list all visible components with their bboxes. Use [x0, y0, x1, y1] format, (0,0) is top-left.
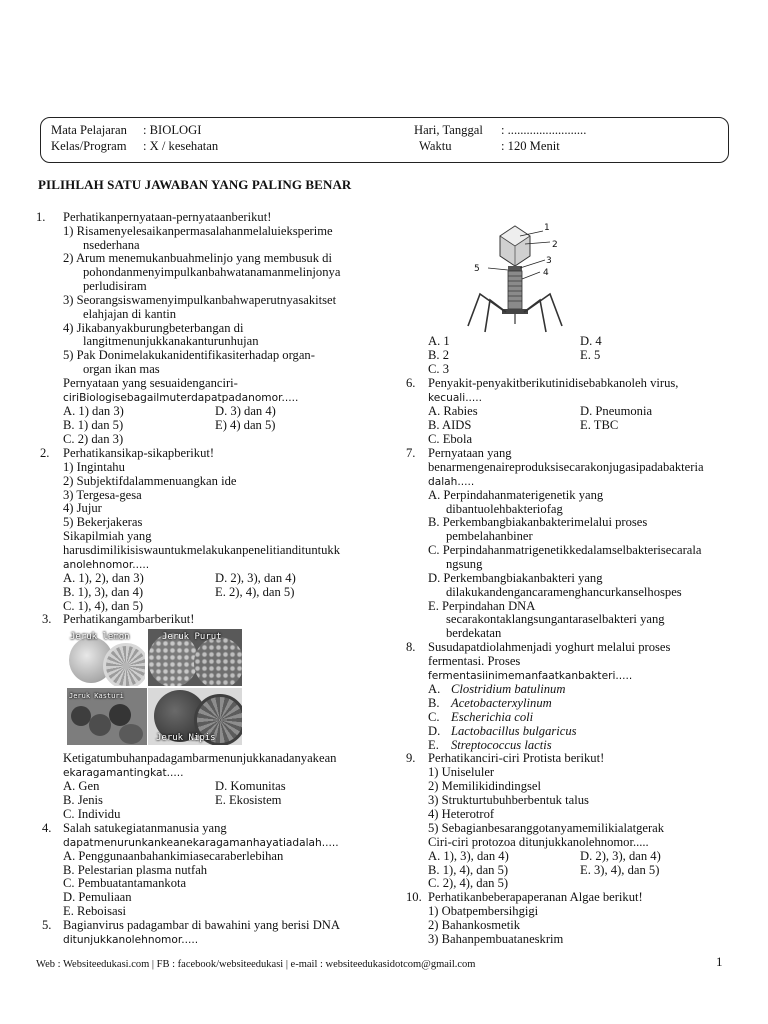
diagram-label-1: 1: [544, 223, 550, 233]
q4-option-c[interactable]: C. Pembuatantamankota: [63, 876, 187, 890]
instruction-heading: PILIHLAH SATU JAWABAN YANG PALING BENAR: [38, 177, 352, 192]
q1-option-e[interactable]: E) 4) dan 5): [215, 418, 276, 432]
q3-option-a[interactable]: A. Gen: [63, 779, 100, 793]
q2-item: 5) Bekerjakeras: [63, 515, 143, 529]
q7-option-a-cont[interactable]: dibantuolehbakteriofag: [446, 502, 563, 516]
subject-value: : BIOLOGI: [143, 123, 202, 137]
q6-option-c[interactable]: C. Ebola: [428, 432, 473, 446]
q1-option-a[interactable]: A. 1) dan 3): [63, 404, 124, 418]
q2-option-e[interactable]: E. 2), 4), dan 5): [215, 585, 295, 599]
day-label: Hari, Tanggal: [414, 123, 483, 137]
q6-stem: Penyakit-penyakitberikutinidisebabkanoleh virus,: [428, 376, 679, 390]
diagram-label-5: 5: [474, 264, 480, 274]
q10-item: 1) Obatpembersihgigi: [428, 904, 539, 918]
kaffir-lime-photo: [148, 629, 242, 686]
q2-option-d[interactable]: D. 2), 3), dan 4): [215, 571, 296, 585]
diagram-label-3: 3: [546, 256, 552, 266]
q7-option-d-cont[interactable]: dilakukandengancaramenghancurkanselhospes: [446, 585, 682, 599]
q8-option-e-letter: E.: [428, 738, 439, 752]
q6-option-b[interactable]: B. AIDS: [428, 418, 472, 432]
q3-option-d[interactable]: D. Komunitas: [215, 779, 286, 793]
q8-option-d[interactable]: Lactobacillus bulgaricus: [451, 724, 577, 738]
calamansi-label: Jeruk Kasturi: [69, 692, 124, 700]
day-value: : .........................: [501, 123, 587, 137]
q3-question: Ketigatumbuhanpadagambarmenunjukkanadanyakean: [63, 751, 337, 765]
q2-item: 2) Subjektifdalammenuangkan ide: [63, 474, 237, 488]
q5-option-c[interactable]: C. 3: [428, 362, 449, 376]
time-label: Waktu: [419, 139, 452, 153]
q4-option-b[interactable]: B. Pelestarian plasma nutfah: [63, 863, 208, 877]
q1-statement: perludisiram: [83, 279, 147, 293]
q7-stem: benarmengenaireproduksisecarakonjugasipadabakteria: [428, 460, 704, 474]
lemon-photo: [67, 629, 145, 686]
q2-question: anolehnomor.....: [63, 559, 150, 571]
q1-option-c[interactable]: C. 2) dan 3): [63, 432, 124, 446]
q7-option-b-cont[interactable]: pembelahanbiner: [446, 529, 533, 543]
q5-option-e[interactable]: E. 5: [580, 348, 601, 362]
q1-statement: 5) Pak Donimelakukanidentifikasiterhadap organ-: [63, 348, 315, 362]
q9-number: 9.: [406, 751, 416, 765]
q2-question: Sikapilmiah yang: [63, 529, 152, 543]
lime-label: Jeruk Nipis: [156, 733, 216, 743]
q3-option-c[interactable]: C. Individu: [63, 807, 121, 821]
q3-stem: Perhatikangambarberikut!: [63, 612, 195, 626]
q8-question: fermentasiinimemanfaatkanbakteri.....: [428, 670, 633, 682]
q2-item: 1) Ingintahu: [63, 460, 125, 474]
q8-stem: Susudapatdiolahmenjadi yoghurt melalui proses: [428, 640, 671, 654]
q1-statement: 4) Jikabanyakburungbeterbangan di: [63, 321, 244, 335]
q6-number: 6.: [406, 376, 416, 390]
q1-question: ciriBiologisebagailmuterdapatpadanomor.....: [63, 392, 299, 404]
q8-option-b-letter: B.: [428, 696, 440, 710]
q9-option-b[interactable]: B. 1), 4), dan 5): [428, 863, 509, 877]
q9-option-e[interactable]: E. 3), 4), dan 5): [580, 863, 660, 877]
q8-stem: fermentasi. Proses: [428, 654, 521, 668]
calamansi-photo: [67, 688, 147, 745]
q3-option-b[interactable]: B. Jenis: [63, 793, 103, 807]
diagram-label-4: 4: [543, 268, 549, 278]
q1-option-d[interactable]: D. 3) dan 4): [215, 404, 276, 418]
q7-option-e-cont[interactable]: secarakontaklangsungantaraselbakteri yang: [446, 612, 665, 626]
q1-stem: Perhatikanpernyataan-pernyataanberikut!: [63, 210, 272, 224]
q2-number: 2.: [40, 446, 50, 460]
q9-option-c[interactable]: C. 2), 4), dan 5): [428, 876, 509, 890]
q7-option-c-cont[interactable]: ngsung: [446, 557, 483, 571]
q7-option-c[interactable]: C. Perpindahanmatrigenetikkedalamselbakterisecarala: [428, 543, 702, 557]
q8-option-e[interactable]: Streptococcus lactis: [451, 738, 552, 752]
time-value: : 120 Menit: [501, 139, 560, 153]
q5-option-d[interactable]: D. 4: [580, 334, 602, 348]
q9-option-a[interactable]: A. 1), 3), dan 4): [428, 849, 509, 863]
diagram-label-2: 2: [552, 240, 558, 250]
q7-option-a[interactable]: A. Perpindahanmaterigenetik yang: [428, 488, 604, 502]
q6-option-e[interactable]: E. TBC: [580, 418, 619, 432]
q3-question: ekaragamantingkat.....: [63, 767, 184, 779]
q8-option-b[interactable]: Acetobacterxylinum: [451, 696, 552, 710]
subject-label: Mata Pelajaran: [51, 123, 127, 137]
q2-question: harusdimilikisiswauntukmelakukanpenelitiandituntukk: [63, 543, 341, 557]
q4-option-e[interactable]: E. Reboisasi: [63, 904, 126, 918]
q1-statement: nsederhana: [83, 238, 140, 252]
q9-stem: Perhatikanciri-ciri Protista berikut!: [428, 751, 605, 765]
q2-option-b[interactable]: B. 1), 3), dan 4): [63, 585, 144, 599]
q6-option-d[interactable]: D. Pneumonia: [580, 404, 653, 418]
bacteriophage-diagram: [440, 214, 590, 338]
q7-option-e-cont[interactable]: berdekatan: [446, 626, 502, 640]
q7-option-d[interactable]: D. Perkembangbiakanbakteri yang: [428, 571, 603, 585]
footer-links: Web : Websiteedukasi.com | FB : facebook/websiteedukasi | e-mail : websiteedukasidotcom@gmail.com: [36, 959, 476, 970]
q10-item: 2) Bahankosmetik: [428, 918, 520, 932]
class-label: Kelas/Program: [51, 139, 127, 153]
q1-option-b[interactable]: B. 1) dan 5): [63, 418, 124, 432]
q9-item: 4) Heterotrof: [428, 807, 495, 821]
kaffir-lime-label: Jeruk Purut: [162, 632, 222, 642]
q9-item: 1) Uniseluler: [428, 765, 495, 779]
q4-stem: Salah satukegiatanmanusia yang: [63, 821, 227, 835]
q9-item: 5) Sebagianbesaranggotanyamemilikialatgerak: [428, 821, 665, 835]
q7-question: dalah.....: [428, 476, 475, 488]
q1-statement: langitmenunjukkanakanturunhujan: [83, 334, 259, 348]
q5-question: ditunjukkanolehnomor.....: [63, 934, 199, 946]
q4-option-d[interactable]: D. Pemuliaan: [63, 890, 132, 904]
q2-stem: Perhatikansikap-sikapberikut!: [63, 446, 215, 460]
q1-statement: elahjajan di kantin: [83, 307, 177, 321]
q2-option-a[interactable]: A. 1), 2), dan 3): [63, 571, 144, 585]
q2-item: 3) Tergesa-gesa: [63, 488, 142, 502]
q1-question: Pernyataan yang sesuaidenganciri-: [63, 376, 238, 390]
q2-item: 4) Jujur: [63, 501, 102, 515]
q4-question: dapatmenurunkankeanekaragamanhayatiadalah.....: [63, 837, 339, 849]
class-value: : X / kesehatan: [143, 139, 219, 153]
q6-question: kecuali.....: [428, 392, 483, 404]
q8-option-a[interactable]: Clostridium batulinum: [451, 682, 566, 696]
q5-number: 5.: [42, 918, 52, 932]
q5-option-b[interactable]: B. 2: [428, 348, 449, 362]
q4-option-a[interactable]: A. Penggunaanbahankimiasecaraberlebihan: [63, 849, 284, 863]
lime-photo: [148, 688, 242, 745]
q7-stem: Pernyataan yang: [428, 446, 512, 460]
q10-item: 3) Bahanpembuataneskrim: [428, 932, 564, 946]
q1-statement: organ ikan mas: [83, 362, 160, 376]
q10-stem: Perhatikanbeberapaperanan Algae berikut!: [428, 890, 643, 904]
q8-option-d-letter: D.: [428, 724, 441, 738]
q9-option-d[interactable]: D. 2), 3), dan 4): [580, 849, 661, 863]
q9-item: 2) Memilikidindingsel: [428, 779, 541, 793]
q5-option-a[interactable]: A. 1: [428, 334, 450, 348]
q5-stem: Bagianvirus padagambar di bawahini yang berisi DNA: [63, 918, 340, 932]
q1-statement: 3) Seorangsiswamenyimpulkanbahwaperutnyasakitset: [63, 293, 337, 307]
q10-number: 10.: [406, 890, 422, 904]
q1-statement: 2) Arum menemukanbuahmelinjo yang membusuk di: [63, 251, 332, 265]
q6-option-a[interactable]: A. Rabies: [428, 404, 478, 418]
q1-statement: pohondanmenyimpulkanbahwatanamanmelinjonya: [83, 265, 341, 279]
q7-option-e[interactable]: E. Perpindahan DNA: [428, 599, 536, 613]
q1-statement: 1) Risamenyelesaikanpermasalahanmelaluieksperime: [63, 224, 333, 238]
q9-question: Ciri-ciri protozoa ditunjukkanolehnomor.....: [428, 835, 649, 849]
q2-option-c[interactable]: C. 1), 4), dan 5): [63, 599, 144, 613]
q7-option-b[interactable]: B. Perkembangbiakanbakterimelalui proses: [428, 515, 648, 529]
q3-option-e[interactable]: E. Ekosistem: [215, 793, 282, 807]
q4-number: 4.: [42, 821, 52, 835]
lemon-label: Jeruk lemon: [70, 632, 130, 642]
page-number: 1: [716, 954, 723, 969]
q8-option-a-letter: A.: [428, 682, 441, 696]
q9-item: 3) Strukturtubuhberbentuk talus: [428, 793, 589, 807]
q3-number: 3.: [42, 612, 52, 626]
q8-option-c[interactable]: Escherichia coli: [451, 710, 534, 724]
q8-number: 8.: [406, 640, 416, 654]
q8-option-c-letter: C.: [428, 710, 440, 724]
q7-number: 7.: [406, 446, 416, 460]
q1-number: 1.: [36, 210, 46, 224]
